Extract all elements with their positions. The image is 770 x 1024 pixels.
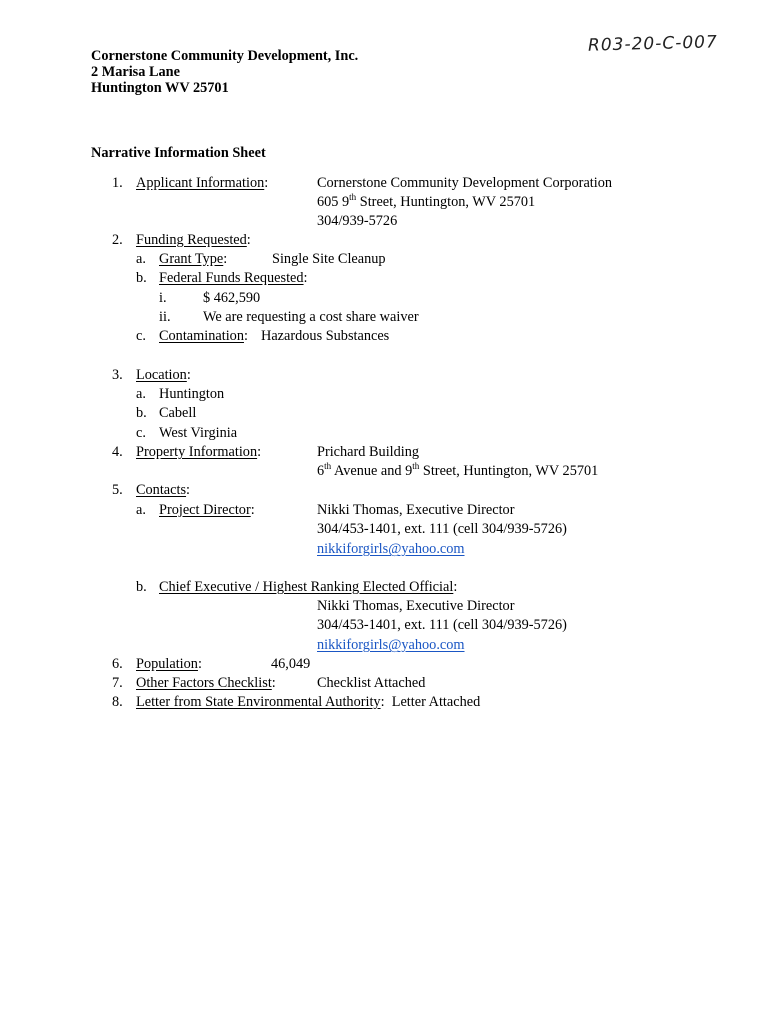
applicant-addr-pre: 605 9 [317,194,350,210]
funding-colon: : [246,232,251,248]
handwritten-doc-id: R03-20-C-007 [587,32,719,56]
item-8-line [136,694,480,711]
property-addr-c: Street, Huntington, WV 25701 [419,463,599,479]
location-b-letter: b. [136,405,147,421]
other-factors-label: Other Factors Checklist [136,675,272,691]
location-state: West Virginia [159,425,238,441]
state-letter-value: Letter Attached [391,694,481,710]
contamination-label [159,328,248,345]
property-addr-a: 6 [317,463,325,479]
chief-executive-text: Chief Executive / Highest Ranking Elected Official [159,579,454,595]
applicant-addr-post: Street, Huntington, WV 25701 [356,194,536,210]
property-name: Prichard Building [317,444,420,460]
org-street: 2 Marisa Lane [91,64,180,80]
page-title: Narrative Information Sheet [91,145,266,161]
contacts-a-letter: a. [136,502,146,518]
project-director-colon: : [250,502,255,518]
item-2-label [136,232,251,249]
applicant-label: Applicant Information [136,175,265,191]
org-name: Cornerstone Community Development, Inc. [91,48,359,64]
item-1-number: 1. [112,175,123,191]
population-value: 46,049 [271,656,311,672]
item-3-number: 3. [112,367,123,383]
applicant-address [317,194,535,211]
contamination-colon: : [243,328,248,344]
chief-executive-colon: : [453,579,458,595]
federal-funds-label [159,270,308,287]
contacts-colon: : [186,482,191,498]
grant-type-value: Single Site Cleanup [272,251,386,267]
funding-b-ii-number: ii. [159,309,171,325]
federal-funds-amount: $ 462,590 [203,290,261,306]
contacts-label: Contacts [136,482,187,498]
item-7-number: 7. [112,675,123,691]
property-addr-b: Avenue and 9 [331,463,413,479]
contamination-text: Contamination [159,328,244,344]
property-label: Property Information [136,444,258,460]
item-4-label [136,444,261,461]
applicant-phone: 304/939-5726 [317,213,398,229]
other-factors-value: Checklist Attached [317,675,426,691]
item-1-label [136,175,268,192]
project-director-phone: 304/453-1401, ext. 111 (cell 304/939-5726) [317,521,567,537]
item-4-number: 4. [112,444,123,460]
item-2-number: 2. [112,232,123,248]
item-7-label [136,675,276,692]
applicant-colon: : [264,175,269,191]
project-director-label [159,502,255,519]
chief-executive-label [159,579,457,596]
location-county: Cabell [159,405,197,421]
grant-type-colon: : [223,251,228,267]
funding-label: Funding Requested [136,232,247,248]
project-director-name: Nikki Thomas, Executive Director [317,502,515,518]
grant-type-text: Grant Type [159,251,224,267]
project-director-email-link[interactable]: nikkiforgirls@yahoo.com [317,541,465,557]
project-director-text: Project Director [159,502,251,518]
population-colon: : [197,656,202,672]
item-5-label [136,482,190,499]
property-address [317,463,598,480]
property-sup-b: th [412,461,420,471]
federal-funds-colon: : [303,270,308,286]
state-letter-label: Letter from State Environmental Authority [136,694,381,710]
location-a-letter: a. [136,386,146,402]
chief-executive-email-link[interactable]: nikkiforgirls@yahoo.com [317,637,465,653]
cost-share-waiver: We are requesting a cost share waiver [203,309,419,325]
other-factors-colon: : [271,675,276,691]
item-6-label [136,656,202,673]
population-label: Population [136,656,198,672]
item-5-number: 5. [112,482,123,498]
location-label: Location [136,367,187,383]
chief-executive-phone: 304/453-1401, ext. 111 (cell 304/939-5726) [317,617,567,633]
applicant-addr-sup: th [349,192,357,202]
contacts-b-letter: b. [136,579,147,595]
chief-executive-name: Nikki Thomas, Executive Director [317,598,515,614]
funding-b-letter: b. [136,270,147,286]
funding-c-letter: c. [136,328,146,344]
applicant-name: Cornerstone Community Development Corporation [317,175,613,191]
grant-type-label [159,251,227,268]
location-c-letter: c. [136,425,146,441]
item-8-number: 8. [112,694,123,710]
location-colon: : [186,367,191,383]
property-sup-a: th [324,461,332,471]
item-6-number: 6. [112,656,123,672]
state-letter-colon: : [380,694,385,710]
contamination-value: Hazardous Substances [261,328,390,344]
property-colon: : [257,444,262,460]
location-city: Huntington [159,386,225,402]
funding-b-i-number: i. [159,290,167,306]
item-3-label [136,367,191,384]
federal-funds-text: Federal Funds Requested [159,270,304,286]
org-city: Huntington WV 25701 [91,80,229,96]
funding-a-letter: a. [136,251,146,267]
